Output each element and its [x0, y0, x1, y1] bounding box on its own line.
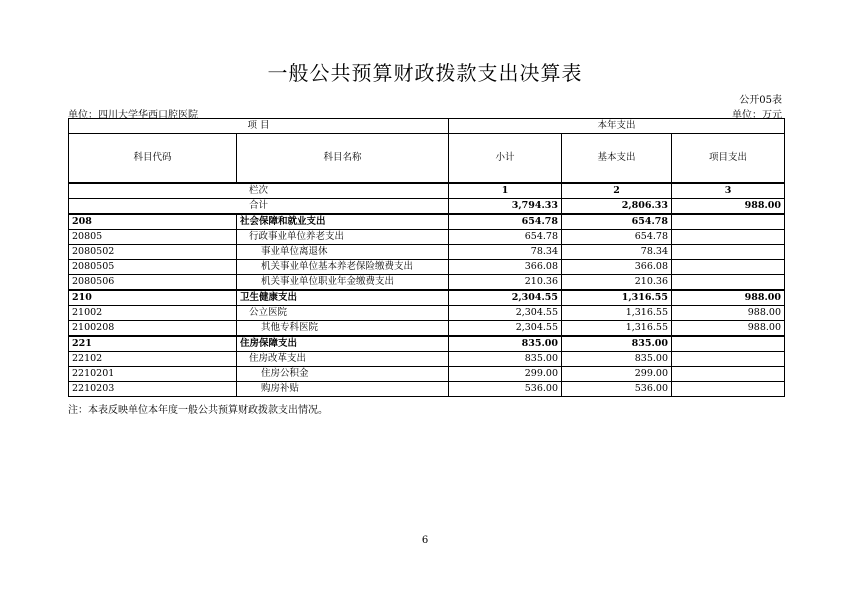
row-code: 2080506: [69, 275, 237, 291]
row-name: 社会保障和就业支出: [237, 214, 449, 230]
table-row: [69, 336, 785, 352]
page-title: 一般公共预算财政拨款支出决算表: [267, 61, 583, 85]
row-subtotal: 299.00: [449, 367, 562, 382]
table-note: 注：本表反映单位本年度一般公共预算财政拨款支出情况。: [68, 405, 328, 416]
row-basic: 536.00: [562, 382, 672, 397]
table-row: [69, 275, 785, 291]
header-project: 项目支出: [672, 134, 785, 184]
row-name: 事业单位离退休: [237, 245, 449, 260]
row-name: 卫生健康支出: [237, 290, 449, 306]
header-row-top: [69, 119, 785, 134]
row-project: [672, 275, 785, 291]
table-row: [69, 321, 785, 337]
row-basic: 835.00: [562, 336, 672, 352]
row-project: 988.00: [672, 290, 785, 306]
row-name: 住房公积金: [237, 367, 449, 382]
table-row: [69, 245, 785, 260]
row-name: 机关事业单位基本养老保险缴费支出: [237, 260, 449, 275]
currency-unit: 单位：万元: [732, 110, 782, 121]
column-index-label: 栏次: [69, 183, 449, 199]
table-row: [69, 367, 785, 382]
table-row: [69, 230, 785, 245]
row-project: 988.00: [672, 306, 785, 321]
row-project: [672, 245, 785, 260]
row-subtotal: 2,304.55: [449, 290, 562, 306]
row-name: 其他专科医院: [237, 321, 449, 337]
row-basic: 1,316.55: [562, 306, 672, 321]
header-row-columns: [69, 134, 785, 184]
row-subtotal: 654.78: [449, 214, 562, 230]
row-name: 行政事业单位养老支出: [237, 230, 449, 245]
row-code: 20805: [69, 230, 237, 245]
table-row: [69, 306, 785, 321]
total-basic: 2,806.33: [562, 199, 672, 215]
row-basic: 78.34: [562, 245, 672, 260]
table-row: [69, 214, 785, 230]
column-index-1: 1: [449, 183, 562, 199]
row-name: 住房改革支出: [237, 352, 449, 367]
row-project: [672, 214, 785, 230]
form-number: 公开05表: [739, 95, 782, 106]
row-basic: 210.36: [562, 275, 672, 291]
column-index-row: [69, 183, 785, 199]
row-subtotal: 210.36: [449, 275, 562, 291]
row-subtotal: 366.08: [449, 260, 562, 275]
row-code: 221: [69, 336, 237, 352]
total-row: [69, 199, 785, 215]
expenditure-table: [68, 118, 785, 397]
row-code: 2080505: [69, 260, 237, 275]
row-project: [672, 336, 785, 352]
row-project: 988.00: [672, 321, 785, 337]
header-item: 项 目: [69, 119, 449, 134]
row-name: 购房补贴: [237, 382, 449, 397]
row-subtotal: 835.00: [449, 352, 562, 367]
row-subtotal: 654.78: [449, 230, 562, 245]
row-subtotal: 536.00: [449, 382, 562, 397]
row-project: [672, 382, 785, 397]
total-label: 合计: [69, 199, 449, 215]
row-code: 2210203: [69, 382, 237, 397]
row-project: [672, 260, 785, 275]
row-basic: 1,316.55: [562, 321, 672, 337]
row-code: 2100208: [69, 321, 237, 337]
header-subtotal: 小计: [449, 134, 562, 184]
page-number: 6: [421, 535, 429, 546]
row-basic: 835.00: [562, 352, 672, 367]
column-index-2: 2: [562, 183, 672, 199]
header-current-year: 本年支出: [449, 119, 785, 134]
column-index-3: 3: [672, 183, 785, 199]
table-row: [69, 352, 785, 367]
table-row: [69, 260, 785, 275]
row-project: [672, 352, 785, 367]
row-code: 208: [69, 214, 237, 230]
row-basic: 654.78: [562, 214, 672, 230]
row-name: 公立医院: [237, 306, 449, 321]
header-name: 科目名称: [237, 134, 449, 184]
row-basic: 1,316.55: [562, 290, 672, 306]
total-subtotal: 3,794.33: [449, 199, 562, 215]
row-code: 2080502: [69, 245, 237, 260]
row-subtotal: 78.34: [449, 245, 562, 260]
row-subtotal: 2,304.55: [449, 321, 562, 337]
organization-unit: 单位：四川大学华西口腔医院: [68, 110, 198, 121]
table-row: [69, 290, 785, 306]
header-code: 科目代码: [69, 134, 237, 184]
row-code: 21002: [69, 306, 237, 321]
row-project: [672, 230, 785, 245]
row-subtotal: 2,304.55: [449, 306, 562, 321]
row-project: [672, 367, 785, 382]
row-code: 210: [69, 290, 237, 306]
table-row: [69, 382, 785, 397]
total-project: 988.00: [672, 199, 785, 215]
row-name: 机关事业单位职业年金缴费支出: [237, 275, 449, 291]
row-code: 2210201: [69, 367, 237, 382]
row-basic: 366.08: [562, 260, 672, 275]
header-basic: 基本支出: [562, 134, 672, 184]
row-basic: 299.00: [562, 367, 672, 382]
row-name: 住房保障支出: [237, 336, 449, 352]
row-code: 22102: [69, 352, 237, 367]
row-basic: 654.78: [562, 230, 672, 245]
row-subtotal: 835.00: [449, 336, 562, 352]
